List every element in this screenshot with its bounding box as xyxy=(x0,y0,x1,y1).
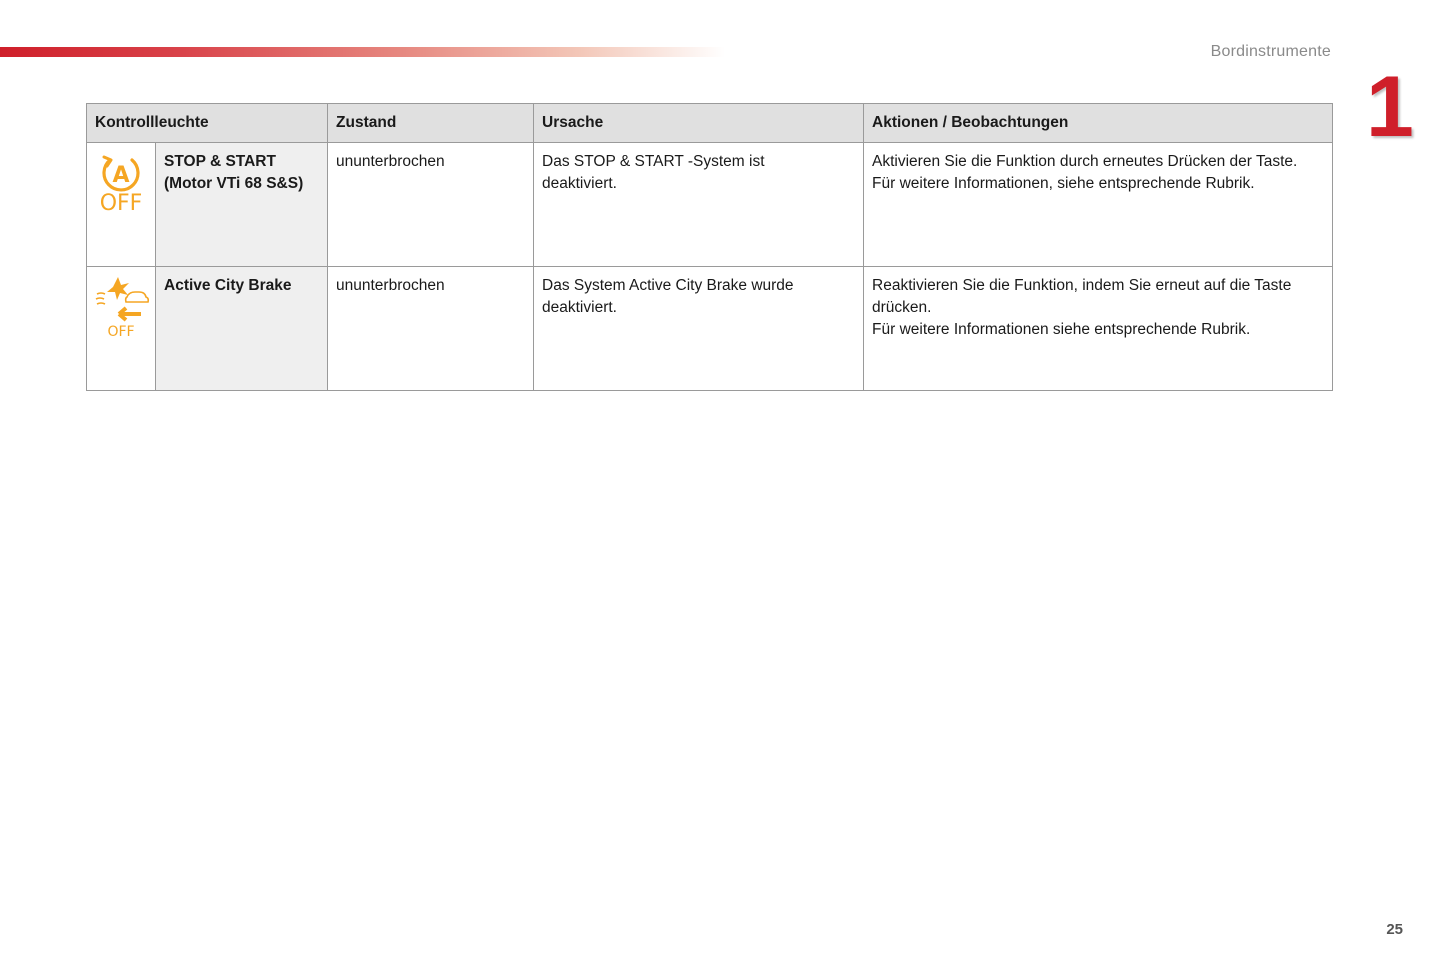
cause-cell xyxy=(534,267,864,391)
active-city-brake-off-icon xyxy=(91,273,151,339)
page-number: 25 xyxy=(1386,921,1403,938)
column-header-ursache: Ursache xyxy=(534,104,864,143)
warning-name-line: STOP & START xyxy=(164,153,276,170)
warning-icon-cell xyxy=(87,143,156,267)
table-row xyxy=(87,267,1333,391)
column-header-zustand: Zustand xyxy=(328,104,534,143)
cause-line: Das STOP & START -System ist xyxy=(542,153,765,170)
column-header-kontrollleuchte: Kontrollleuchte xyxy=(87,104,328,143)
warning-lights-table xyxy=(86,103,1333,391)
cause-line: deaktiviert. xyxy=(542,299,617,316)
action-line: Aktivieren Sie die Funktion durch erneutes Drücken der Taste. xyxy=(872,153,1298,170)
icon-off-text: OFF xyxy=(99,191,143,213)
header-accent-bar xyxy=(0,47,725,57)
warning-icon-cell xyxy=(87,267,156,391)
warning-name-line: Active City Brake xyxy=(164,277,292,294)
state-cell: ununterbrochen xyxy=(328,267,534,391)
cause-line: Das System Active City Brake wurde xyxy=(542,277,794,294)
action-cell xyxy=(864,267,1333,391)
icon-off-text: OFF xyxy=(107,324,135,339)
table-header-row xyxy=(87,104,1333,143)
state-cell: ununterbrochen xyxy=(328,143,534,267)
warning-name-line: (Motor VTi 68 S&S) xyxy=(164,175,304,192)
action-line: Für weitere Informationen siehe entsprechende Rubrik. xyxy=(872,321,1251,338)
chapter-number: 1 xyxy=(1366,59,1414,155)
cause-cell xyxy=(534,143,864,267)
action-line: Reaktivieren Sie die Funktion, indem Sie erneut auf die Taste xyxy=(872,277,1292,294)
cause-line: deaktiviert. xyxy=(542,175,617,192)
action-line: Für weitere Informationen, siehe entsprechende Rubrik. xyxy=(872,175,1255,192)
svg-text:A: A xyxy=(112,163,130,188)
table-row xyxy=(87,143,1333,267)
section-title: Bordinstrumente xyxy=(1210,43,1331,60)
action-line: drücken. xyxy=(872,299,932,316)
auto-stop-start-off-icon xyxy=(91,149,151,213)
warning-name-cell xyxy=(156,267,328,391)
action-cell xyxy=(864,143,1333,267)
column-header-aktionen: Aktionen / Beobachtungen xyxy=(864,104,1333,143)
warning-name-cell xyxy=(156,143,328,267)
